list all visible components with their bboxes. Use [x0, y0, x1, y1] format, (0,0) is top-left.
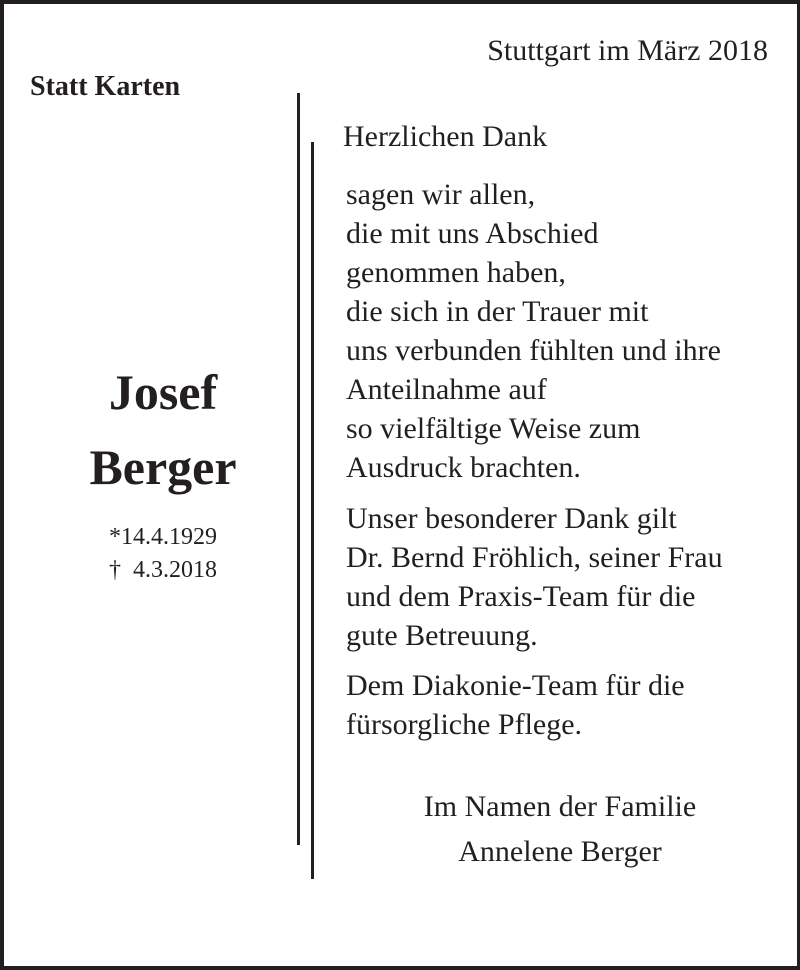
text-line: Ausdruck brachten.: [346, 451, 581, 484]
text-line: Dr. Bernd Fröhlich, seiner Frau: [346, 541, 723, 574]
death-date: † 4.3.2018: [109, 557, 217, 583]
text-line: fürsorgliche Pflege.: [346, 708, 583, 741]
text-line: Unser besonderer Dank gilt: [346, 502, 677, 535]
thanks-paragraph-1: [346, 175, 721, 487]
last-name: Berger: [89, 439, 237, 495]
first-name: Josef: [108, 364, 218, 420]
divider-line-left: [297, 93, 300, 845]
text-line: Dem Diakonie-Team für die: [346, 669, 685, 702]
text-line: genommen haben,: [346, 256, 566, 289]
text-line: uns verbunden fühlten und ihre: [346, 334, 721, 367]
divider-line-right: [311, 142, 314, 879]
birth-date: *14.4.1929: [109, 524, 217, 550]
thanks-paragraph-2: [346, 499, 723, 655]
text-line: Anteilnahme auf: [346, 373, 547, 406]
deceased-name: [40, 355, 286, 505]
text-line: die sich in der Trauer mit: [346, 295, 649, 328]
text-line: und dem Praxis-Team für die: [346, 580, 696, 613]
thanks-paragraph-3: [346, 666, 685, 744]
thanks-heading: Herzlichen Dank: [343, 120, 548, 153]
statt-karten-label: Statt Karten: [30, 71, 181, 102]
signatory-name: Annelene Berger: [458, 835, 662, 868]
place-date: Stuttgart im März 2018: [487, 34, 768, 67]
text-line: sagen wir allen,: [346, 178, 536, 211]
life-dates: [40, 521, 286, 587]
text-line: die mit uns Abschied: [346, 217, 599, 250]
closing-signature: [340, 784, 780, 874]
closing-line: Im Namen der Familie: [423, 790, 697, 823]
text-line: so vielfältige Weise zum: [346, 412, 641, 445]
text-line: gute Betreuung.: [346, 619, 538, 652]
